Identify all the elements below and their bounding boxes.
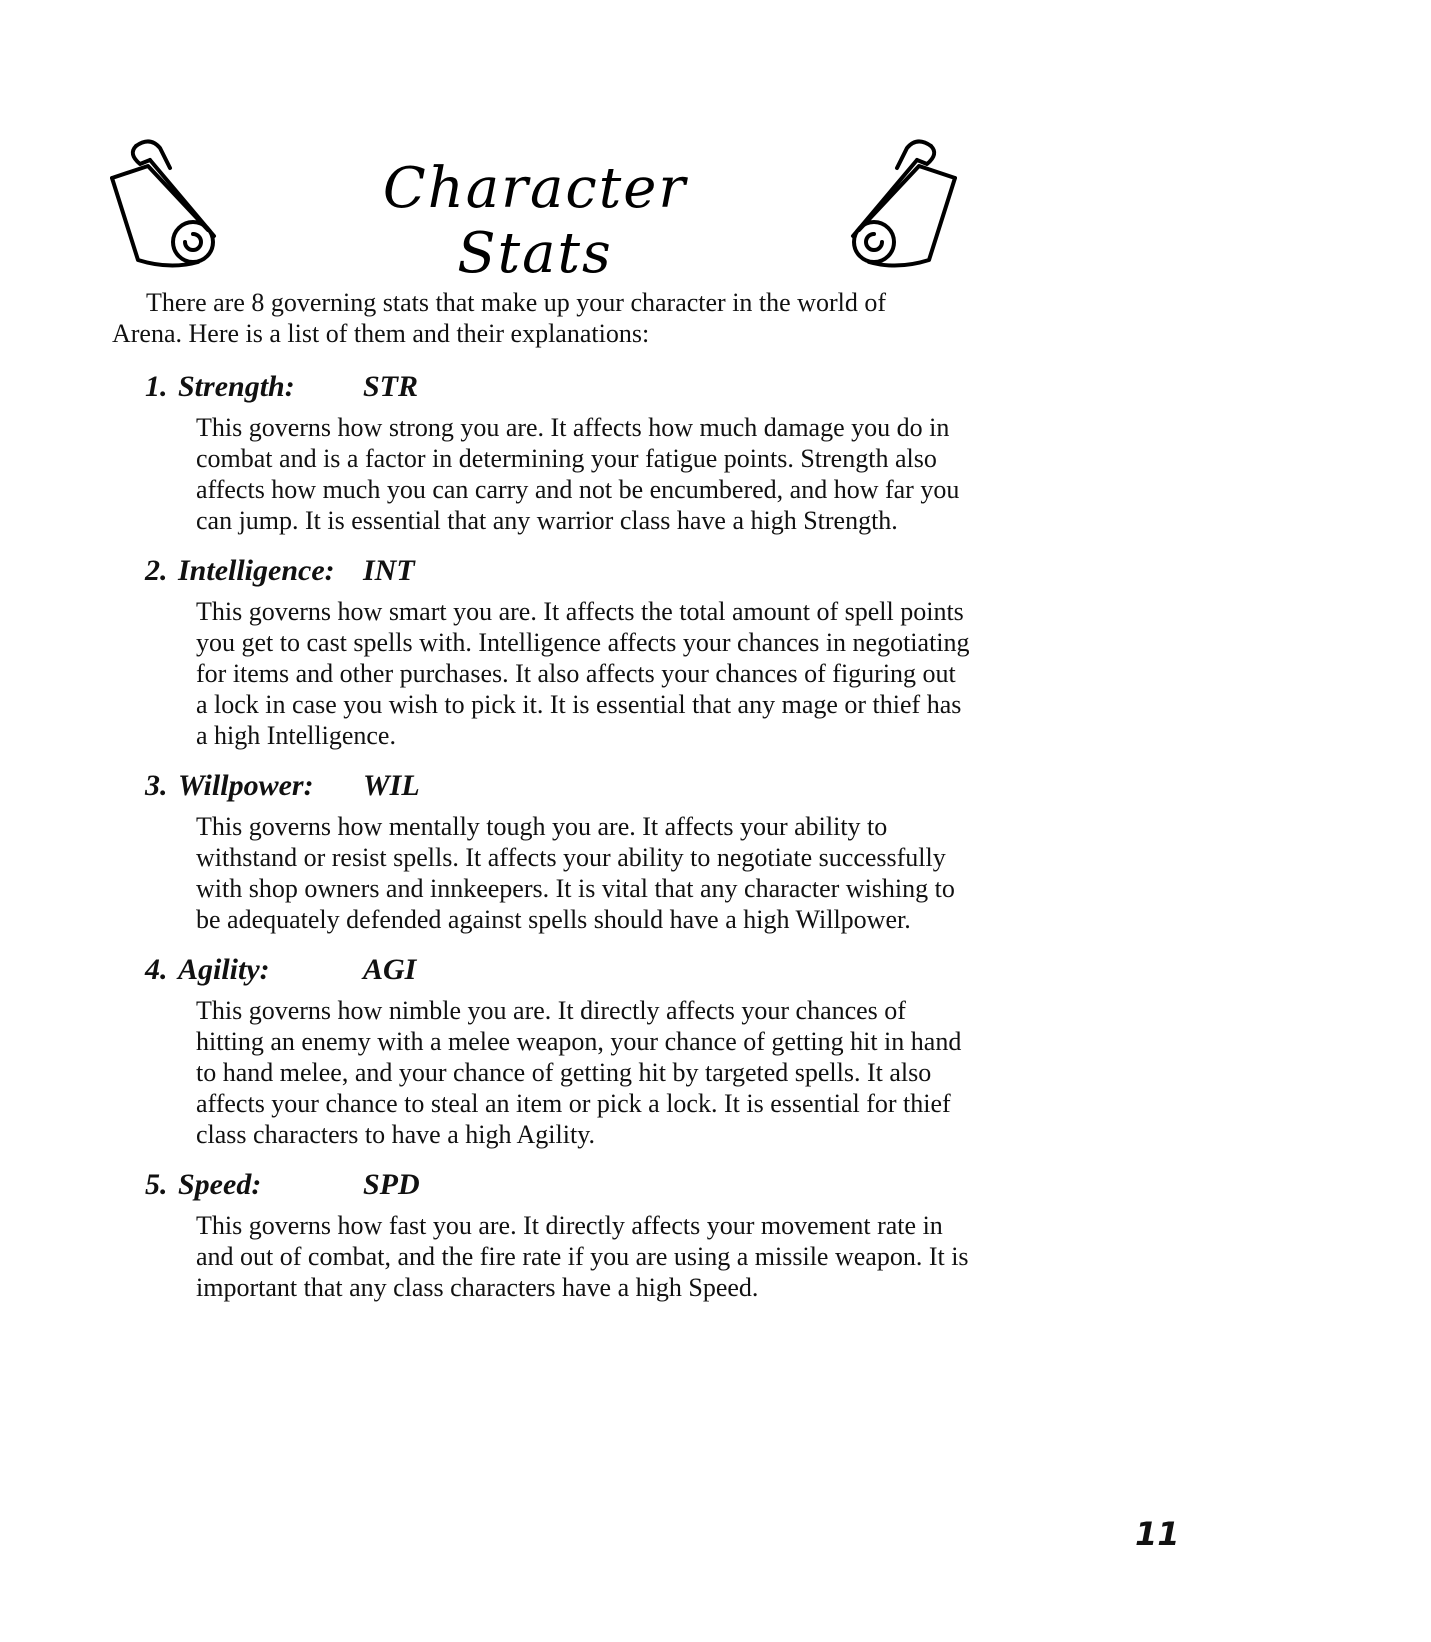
stat-number: 2. (145, 554, 168, 587)
stat-heading (112, 552, 967, 590)
stat-heading (112, 1166, 967, 1204)
stat-description: This governs how mentally tough you are. It affects your ability to withstand or resist spells. It affects your ability to negotiate successfully with shop owners and innkeepers. It is vital that any character wishing to be adequately defended against spells should have a high Willpower. (196, 812, 955, 934)
stat-heading (112, 767, 967, 805)
stat-abbreviation: SPD (363, 1168, 420, 1201)
stat-description: This governs how fast you are. It directly affects your movement rate in and out of combat, and the fire rate if you are using a missile weapon. It is important that any class characters have a high Speed. (196, 1211, 969, 1302)
page-header (110, 138, 960, 286)
stat-item-speed (112, 1166, 967, 1303)
stat-item-willpower (112, 767, 967, 935)
stat-item-agility (112, 951, 967, 1150)
page-title: Character Stats (382, 156, 688, 286)
intro-paragraph: There are 8 governing stats that make up your character in the world of Arena. Here is a list of them and their explanations: (112, 288, 886, 348)
stat-description: This governs how smart you are. It affects the total amount of spell points you get to cast spells with. Intelligence affects your chances in negotiating for items and other purchases. It also affects your chances of figuring out a lock in case you wish to pick it. It is essential that any mage or thief has a high Intelligence. (196, 597, 970, 750)
stat-heading (112, 368, 967, 406)
stat-name: Intelligence: (178, 554, 335, 587)
stat-abbreviation: WIL (363, 769, 420, 802)
stat-number: 5. (145, 1168, 168, 1201)
stat-number: 4. (145, 953, 168, 986)
stat-name: Strength: (178, 370, 295, 403)
scroll-icon-left (110, 138, 222, 273)
stat-item-intelligence (112, 552, 970, 751)
stat-number: 1. (145, 370, 168, 403)
stat-item-strength (112, 368, 967, 536)
stat-abbreviation: INT (363, 554, 415, 587)
stat-name: Willpower: (178, 769, 314, 802)
stats-list (112, 368, 970, 1319)
stat-number: 3. (145, 769, 168, 802)
stat-description: This governs how nimble you are. It directly affects your chances of hitting an enemy with a melee weapon, your chance of getting hit in hand to hand melee, and your chance of getting hit by targeted spells. It also affects your chance to steal an item or pick a lock. It is essential for thief class characters to have a high Agility. (196, 996, 962, 1149)
stat-heading (112, 951, 967, 989)
stat-abbreviation: AGI (363, 953, 417, 986)
stat-name: Agility: (178, 953, 270, 986)
scroll-icon-right (845, 138, 957, 273)
stat-abbreviation: STR (363, 370, 419, 403)
stat-description: This governs how strong you are. It affects how much damage you do in combat and is a factor in determining your fatigue points. Strength also affects how much you can carry and not be encumbered, and how far you can jump. It is essential that any warrior class have a high Strength. (196, 413, 960, 535)
page-number: 11 (1135, 1515, 1180, 1553)
stat-name: Speed: (178, 1168, 262, 1201)
